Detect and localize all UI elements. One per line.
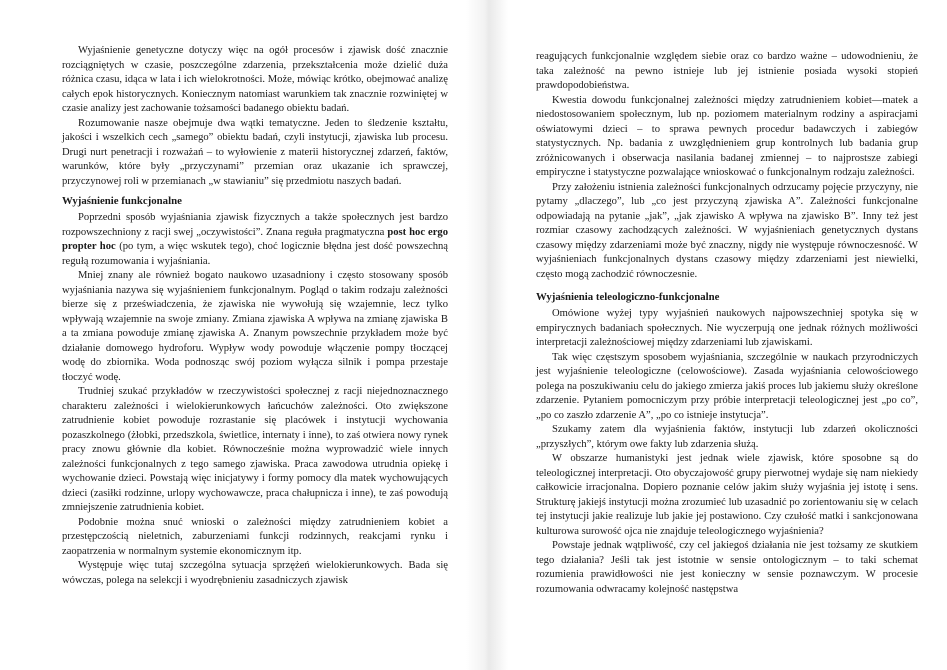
- right-paragraph-1: reagujących funkcjonalnie względem siebie oraz co bardzo ważne – udowodnieniu, że taka zależność na pewno istnieje lub jej istnienie posiada wysoki stopień prawdopodobieństwa.: [536, 51, 918, 91]
- right-paragraph-6: Szukamy zatem dla wyjaśnienia faktów, instytucji lub zdarzeń okoliczności „przyszłych”, którym owe fakty lub zdarzenia służą.: [536, 424, 918, 450]
- left-paragraph-6: Podobnie można snuć wnioski o zależności między zatrudnieniem kobiet a przestępczością nieletnich, zaburzeniami funkcji rodzinnych, reakcjami rynku i zaopatrzenia w normalnym systemie ekonomicznym itp.: [62, 516, 448, 557]
- left-paragraph-5: Trudniej szukać przykładów w rzeczywistości społecznej z racji niejednoznacznego charakteru zależności i wielokierunkowych łańcuchów zależności. Oto zwiększone zatrudnienie kobiet powoduje rozrastanie się placówek i instytucji wychowania pozaszkolnego (żłobki, przedszkola, świetlice, internaty i inne), to zaś otwiera nowy rynek pracy znowu głównie dla kobiet. Równocześnie można wyprowadzić wiele innych zależności funkcjonalnych z tego samego zjawiska. Praca zawodowa utrudnia opiekę i wychowanie dzieci. Powstają więc inicjatywy i formy pomocy dla matek wychowujących dzieci (zasiłki rodzinne, urlopy wychowawcze, praca chałupnicza i inne), te zaś powodują zmniejszenie zatrudnienia kobiet.: [62, 386, 448, 513]
- book-gutter: [466, 0, 508, 670]
- left-page: [62, 0, 448, 588]
- right-paragraph-4: Omówione wyżej typy wyjaśnień naukowych najpowszechniej spotyka się w empirycznych badaniach społecznych. Nie wyczerpują one jednak różnych możliwości interpretacji zależnościowej między zdarzeniami lub zjawiskami.: [536, 308, 918, 348]
- right-section-heading: Wyjaśnienia teleologiczno-funkcjonalne: [536, 291, 720, 303]
- right-paragraph-3: Przy założeniu istnienia zależności funkcjonalnych odrzucamy pojęcie przyczyny, nie pytamy „dlaczego”, lub „co jest przyczyną zjawiska A”. Zależności funkcjonalne odpowiadają na pytanie „jak”, „jak zjawisko A wpływa na zjawisko B”. Inny też jest rozmiar czasowy zachodzących zależności. W wyjaśnieniach genetycznych dystans czasowy między zdarzeniami może być znaczny, nigdy nie występuje równoczesność. W wyjaśnieniach funkcjonalnych dystans czasowy między zdarzeniami jest niewielki, często mogą zachodzić równoczesnie.: [536, 181, 918, 280]
- left-p3-text-b: (po tym, a więc wskutek tego), choć logicznie błędna jest dość powszechną regułą rozumowania i wyjaśniania.: [62, 241, 448, 267]
- left-paragraph-3: [62, 211, 448, 269]
- right-paragraph-5: Tak więc częstszym sposobem wyjaśniania, szczególnie w naukach przyrodniczych jest wyjaśnienie teleologiczne (celowościowe). Zasada wyjaśniania celowościowego polega na poszukiwaniu celu do jakiego zmierza jakiś proces lub jakiemu służy określone zdarzenie. Pytaniem pomocniczym przy próbie interpretacji teleologicznej jest „po co”, „po co zaszło zdarzenie A”, „po co istnieje instytucja”.: [536, 351, 918, 421]
- right-paragraph-7: W obszarze humanistyki jest jednak wiele zjawisk, które sposobne są do teleologicznej interpretacji. Oto obyczajowość grupy pierwotnej wydaje się nam niekiedy całkowicie irracjonalna. Dopiero poznanie celów jakim służy wyjaśnia jej istotę i sens. Strukturę jakiejś instytucji można zrozumieć lub uzasadnić po zorientowaniu się w celach tej instytucji jakie realizuje lub jakie jej postawiono. Czy czułość matki i sankcjonowana kulturowa surowość ojca nie znajduje teleologicznego wyjaśnienia?: [536, 453, 918, 537]
- left-p3-text-a: Poprzedni sposób wyjaśniania zjawisk fizycznych a także społecznych jest bardzo rozpowszechniony z racji swej „oczywistości”. Znana reguła pragmatyczna: [62, 212, 448, 238]
- right-paragraph-2: Kwestia dowodu funkcjonalnej zależności między zatrudnieniem kobiet—matek a niedostosowaniem społecznym, lub np. poziomem materialnym rodziny a aspiracjami oświatowymi dzieci – to sprawa pewnych procedur badawczych i zabiegów statystycznych. Np. badania z uwzględnieniem grup kontrolnych lub badania grup zróżnicowanych i obserwacja nasilania badanej zmiennej – to najprostsze zabiegi empiryczne i statystyczne pozwalające wnioskować o funkcjonalnym rodzaju zależności.: [536, 94, 918, 178]
- left-paragraph-2: Rozumowanie nasze obejmuje dwa wątki tematyczne. Jeden to śledzenie kształtu, jakości i wszelkich cech „samego” obiektu badań, czyli instytucji, zjawiska lub procesu. Drugi nurt penetracji i rozważań – to wyłowienie z materii historycznej zdarzeń, faktów, warunków, które były „przyczynami” przemian oraz ukazanie ich sprawczej, przyczynowej roli w przemianach „w stawianiu” się przedmiotu naszych badań.: [62, 117, 448, 187]
- left-p3-bold-phrase: post hoc ergo propter hoc: [62, 226, 448, 252]
- right-paragraph-8: Powstaje jednak wątpliwość, czy cel jakiegoś działania nie jest tożsamy ze skutkiem tego działania? Jeśli tak jest istotnie w sensie ontologicznym – to taki schemat rozumienia prawidłowości nie jest konieczny w sensie poznawczym. W procesie rozumowania odwracamy kolejność następstwa: [536, 540, 918, 595]
- left-paragraph-7: Występuje więc tutaj szczególna sytuacja sprzężeń wielokierunkowych. Bada się wówczas, polega na selekcji i wyodrębnieniu zasadniczych zjawisk: [62, 560, 448, 586]
- left-paragraph-4: Mniej znany ale również bogato naukowo uzasadniony i często stosowany sposób wyjaśniania nazywa się wyjaśnieniem funkcjonalnym. Pogląd o takim rodzaju zależności bierze się z przeświadczenia, że zjawiska nie wywołują się wzajemnie, lecz tylko wpływają wzajemnie na swoje zmiany. Zmiana zjawiska A wpływa na zmianę zjawiska B a ta zmiana powoduje zmianę zjawiska A. Znanym powszechnie przykładem może być działanie domowego hydroforu. Wypływ wody powoduje włączenie pompy tłoczącej wodę do zbiornika. Woda podnosząc swój poziom wyłącza silnik i pompa przestaje tłoczyć wodę.: [62, 270, 448, 383]
- left-paragraph-1: Wyjaśnienie genetyczne dotyczy więc na ogół procesów i zjawisk dość znacznie rozciągniętych w czasie, poszczególne zdarzenia, przekształcenia może dzielić duża różnica czasu, idąca w lata i ich wielokrotności. Może, mówiąc krótko, obejmować analizę całych epok historycznych. Koniecznym natomiast warunkiem tak znacznie rozwiniętej w czasie analizy jest zachowanie tożsamości badanego obiektu badań.: [62, 45, 448, 114]
- right-page: [536, 0, 918, 597]
- left-section-heading: Wyjaśnienie funkcjonalne: [62, 195, 182, 207]
